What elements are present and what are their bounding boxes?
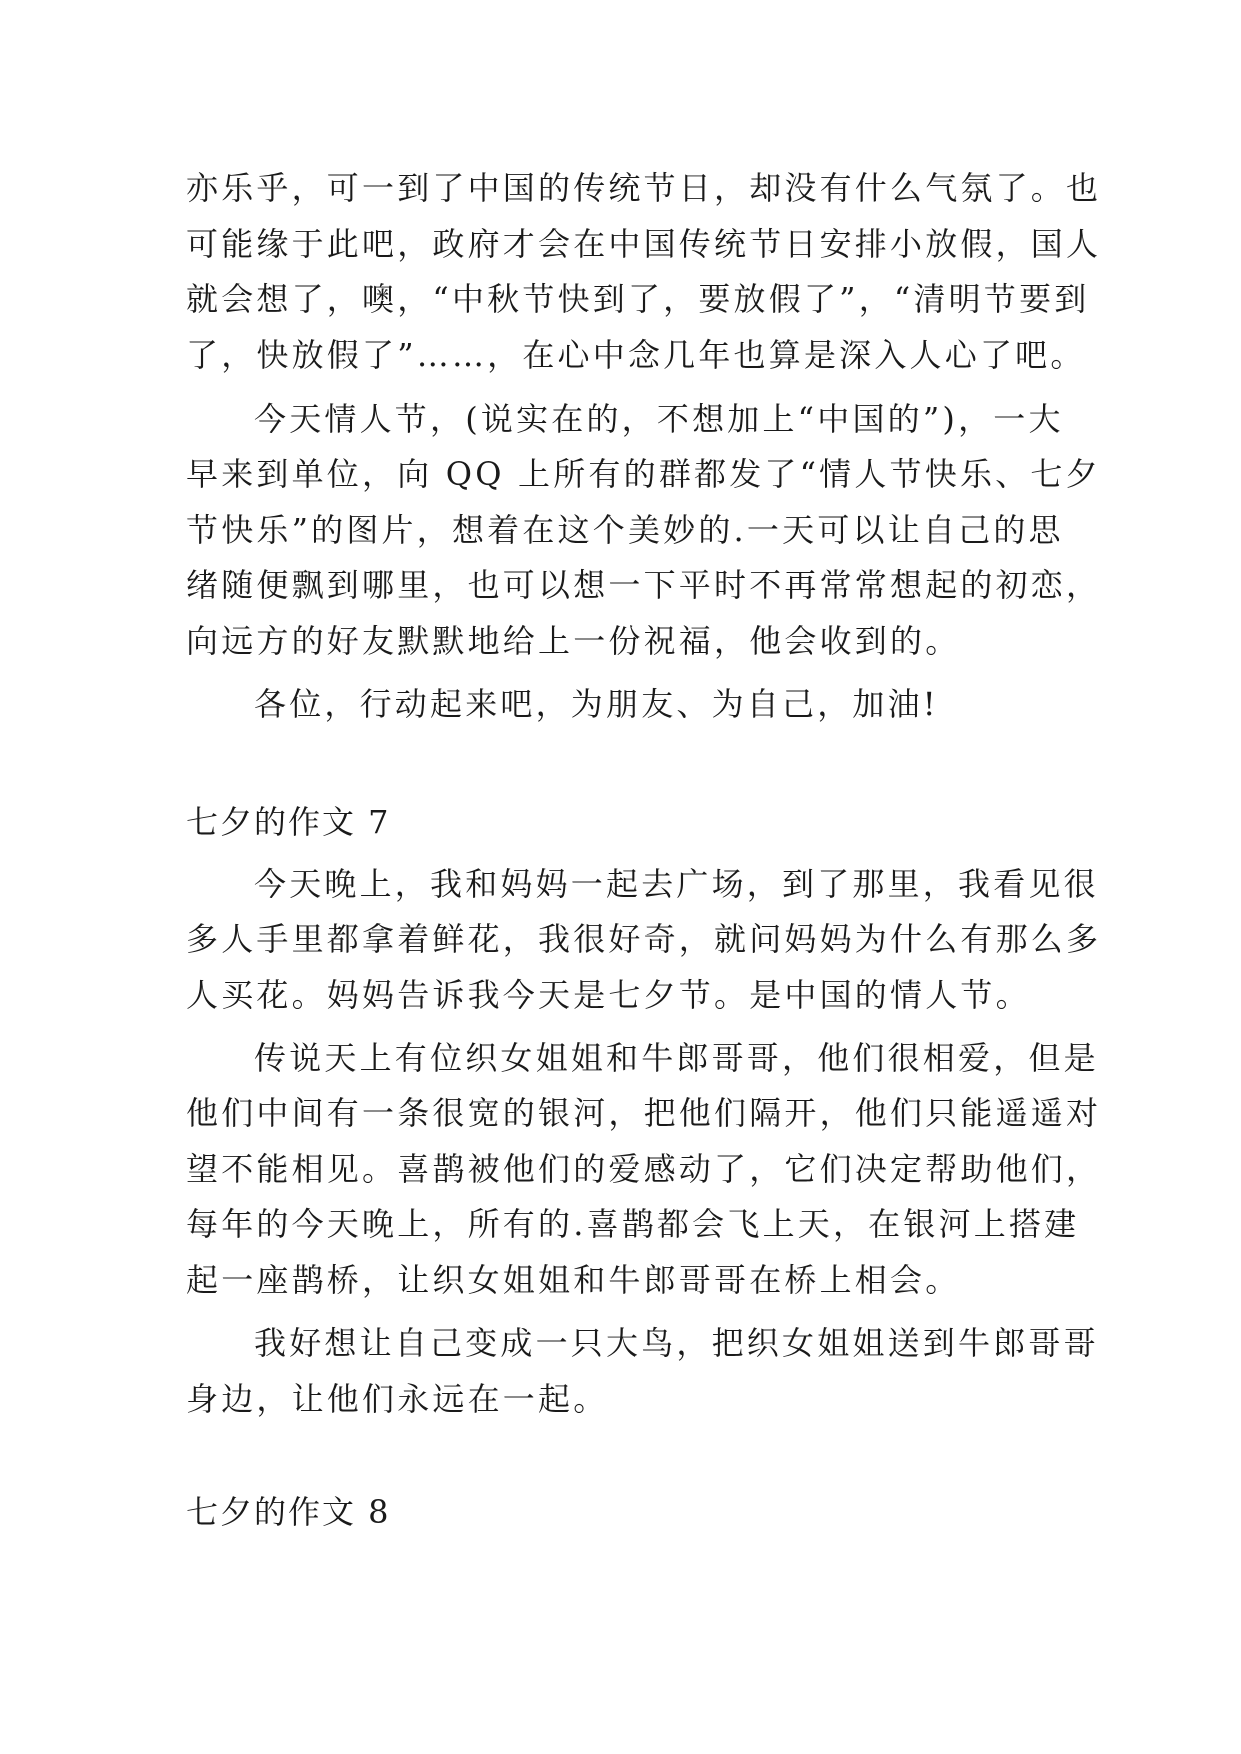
paragraph-line: 每年的今天晚上，所有的.喜鹊都会飞上天，在银河上搭建: [186, 1205, 1080, 1243]
paragraph-line: 亦乐乎，可一到了中国的传统节日，却没有什么气氛了。也: [186, 169, 1102, 207]
paragraph-line: 绪随便飘到哪里，也可以想一下平时不再常常想起的初恋，: [186, 566, 1102, 604]
paragraph-line: 可能缘于此吧，政府才会在中国传统节日安排小放假，国人: [186, 225, 1102, 263]
paragraph-line: 今天晚上，我和妈妈一起去广场，到了那里，我看见很: [254, 865, 1099, 903]
paragraph-line: 他们中间有一条很宽的银河，把他们隔开，他们只能遥遥对: [186, 1094, 1102, 1132]
paragraph-line: 向远方的好友默默地给上一份祝福，他会收到的。: [186, 622, 961, 660]
paragraph-line: 传说天上有位织女姐姐和牛郎哥哥，他们很相爱，但是: [254, 1039, 1099, 1077]
paragraph-line: 我好想让自己变成一只大鸟，把织女姐姐送到牛郎哥哥: [254, 1324, 1099, 1362]
paragraph-line: 各位，行动起来吧，为朋友、为自己，加油!: [254, 685, 939, 723]
paragraph-line: 节快乐”的图片，想着在这个美妙的.一天可以让自己的思: [186, 511, 1064, 549]
paragraph-line: 起一座鹊桥，让织女姐姐和牛郎哥哥在桥上相会。: [186, 1261, 961, 1299]
paragraph-line: 人买花。妈妈告诉我今天是七夕节。是中国的情人节。: [186, 976, 1031, 1014]
paragraph-line: 了，快放假了”……，在心中念几年也算是深入人心了吧。: [186, 336, 1086, 374]
paragraph-line: 今天情人节，(说实在的，不想加上“中国的”)，一大: [254, 400, 1064, 438]
section-heading: 七夕的作文 7: [186, 803, 391, 841]
section-heading: 七夕的作文 8: [186, 1493, 391, 1531]
paragraph-line: 望不能相见。喜鹊被他们的爱感动了，它们决定帮助他们，: [186, 1150, 1102, 1188]
paragraph-line: 多人手里都拿着鲜花，我很好奇，就问妈妈为什么有那么多: [186, 920, 1102, 958]
paragraph-line: 就会想了，噢，“中秋节快到了，要放假了”，“清明节要到: [186, 280, 1090, 318]
paragraph-line: 身边，让他们永远在一起。: [186, 1380, 609, 1418]
paragraph-line: 早来到单位，向 QQ 上所有的群都发了“情人节快乐、七夕: [186, 455, 1101, 493]
